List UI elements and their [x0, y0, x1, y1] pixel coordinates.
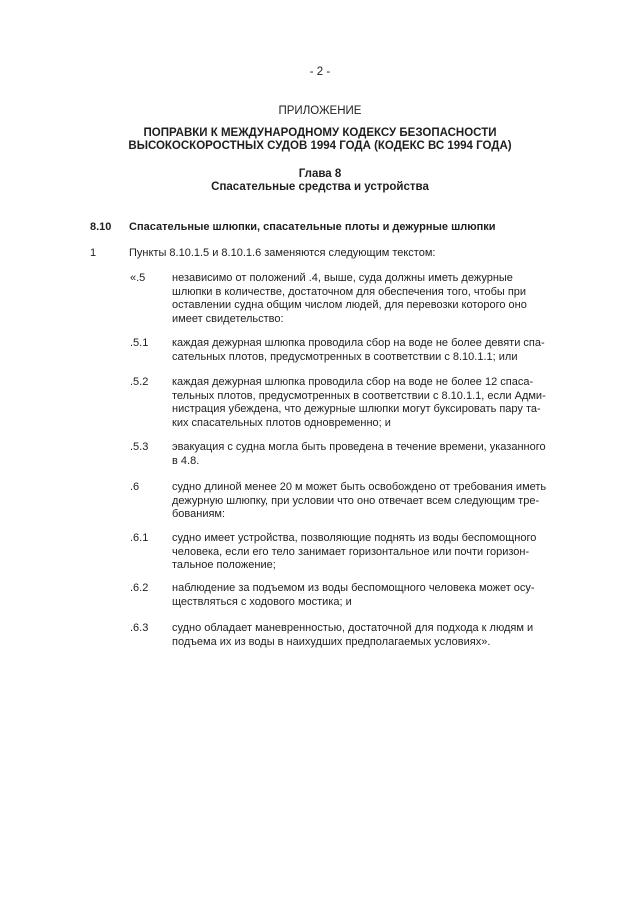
item-text: [172, 532, 553, 573]
item-text: [172, 337, 553, 364]
annex-label: ПРИЛОЖЕНИЕ: [278, 105, 362, 117]
section-title: Спасательные шлюпки, спасательные плоты и дежурные шлюпки: [129, 221, 496, 233]
item-text-line: нистрация убеждена, что дежурные шлюпки могут буксировать пару та-: [172, 403, 541, 415]
item-text-line: подъема их из воды в наихудших предполагаемых условиях».: [172, 635, 491, 648]
item-label: .5.2: [130, 376, 149, 388]
item-text: [172, 622, 553, 649]
document-title: [0, 127, 640, 153]
section-number: 8.10: [90, 221, 112, 233]
item-text-line: судно длиной менее 20 м может быть освобождено от требования иметь: [172, 481, 547, 493]
item-text-line: каждая дежурная шлюпка проводила сбор на воде не более девяти спа-: [172, 337, 545, 349]
item-label: «.5: [130, 272, 146, 284]
item-text-line: тальное положение;: [172, 559, 276, 571]
item-text-line: тельных плотов, предусмотренных в соответствии с 8.10.1.1, если Адми-: [172, 389, 546, 402]
item-text: [172, 481, 553, 522]
paragraph-text: Пункты 8.10.1.5 и 8.10.1.6 заменяются следующим текстом:: [129, 247, 436, 259]
document-title-line: ПОПРАВКИ К МЕЖДУНАРОДНОМУ КОДЕКСУ БЕЗОПАСНОСТИ: [143, 127, 497, 139]
document-title-line: ВЫСОКОСКОРОСТНЫХ СУДОВ 1994 ГОДА (КОДЕКС ВС 1994 ГОДА): [128, 140, 512, 152]
item-text-line: бованиям:: [172, 508, 226, 520]
item-text-line: судно имеет устройства, позволяющие поднять из воды беспомощного: [172, 532, 537, 544]
page-number: - 2 -: [309, 66, 331, 78]
item-text-line: дежурную шлюпку, при условии что оно отвечает всем следующим тре-: [172, 494, 540, 507]
item-text-line: ких спасательных плотов одновременно; и: [172, 416, 391, 429]
item-text-line: шлюпки в количестве, достаточном для обеспечения того, чтобы при: [172, 285, 527, 298]
chapter-heading: Глава 8: [298, 168, 342, 180]
item-text-line: судно обладает маневренностью, достаточной для подхода к людям и: [172, 622, 534, 634]
item-label: .6.1: [130, 532, 149, 544]
item-text-line: ществляться с ходового мостика; и: [172, 595, 352, 608]
item-text-line: каждая дежурная шлюпка проводила сбор на воде не более 12 спаса-: [172, 376, 534, 388]
item-text-line: человека, если его тело занимает горизонтальное или почти горизон-: [172, 545, 530, 558]
item-label: .6.2: [130, 582, 149, 594]
item-text-line: оставлении судна общим числом людей, для перевозки которого оно: [172, 299, 527, 311]
item-text: [172, 376, 553, 430]
item-label: .6: [130, 481, 140, 493]
chapter-title: Спасательные средства и устройства: [211, 181, 429, 193]
item-label: .6.3: [130, 622, 149, 634]
item-text-line: независимо от положений .4, выше, суда должны иметь дежурные: [172, 272, 513, 284]
item-text-line: в 4.8.: [172, 454, 200, 467]
item-text: [172, 272, 553, 326]
item-text: [172, 441, 553, 468]
item-text: [172, 582, 553, 609]
item-text-line: наблюдение за подъемом из воды беспомощного человека может осу-: [172, 582, 535, 594]
item-label: .5.1: [130, 337, 149, 349]
item-text-line: имеет свидетельство:: [172, 312, 284, 325]
item-text-line: эвакуация с судна могла быть проведена в течение времени, указанного: [172, 441, 546, 453]
item-label: .5.3: [130, 441, 149, 453]
item-text-line: сательных плотов, предусмотренных в соответствии с 8.10.1.1; или: [172, 350, 518, 363]
paragraph-number: 1: [90, 247, 97, 259]
